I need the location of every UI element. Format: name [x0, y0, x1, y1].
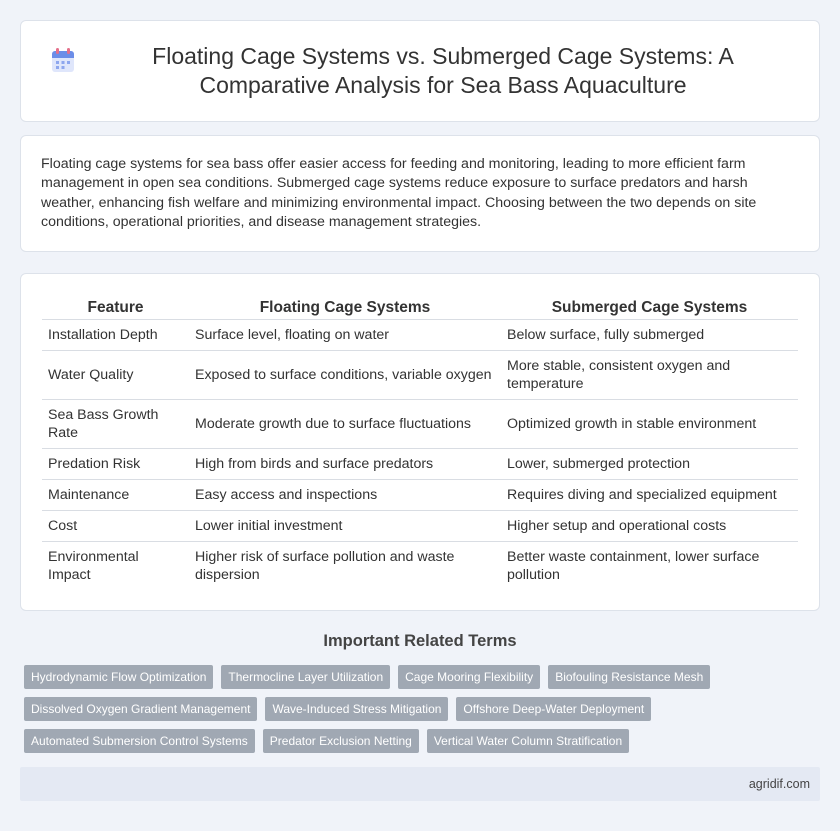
- row-submerged: Requires diving and specialized equipment: [501, 479, 798, 510]
- related-term-tag[interactable]: Vertical Water Column Stratification: [427, 729, 629, 753]
- related-term-tag[interactable]: Cage Mooring Flexibility: [398, 665, 540, 689]
- header-floating: Floating Cage Systems: [189, 295, 501, 319]
- table-row: [42, 510, 798, 541]
- comparison-card: [20, 273, 820, 611]
- header-feature: Feature: [42, 295, 189, 319]
- row-submerged: More stable, consistent oxygen and temperature: [501, 350, 798, 399]
- calendar-icon: [51, 47, 75, 73]
- row-floating: Easy access and inspections: [189, 479, 501, 510]
- row-floating: Surface level, floating on water: [189, 319, 501, 350]
- header-card: [20, 20, 820, 122]
- row-feature: Maintenance: [42, 479, 189, 510]
- row-feature: Water Quality: [42, 350, 189, 399]
- related-term-tag[interactable]: Automated Submersion Control Systems: [24, 729, 255, 753]
- row-floating: Exposed to surface conditions, variable oxygen: [189, 350, 501, 399]
- table-row: [42, 319, 798, 350]
- intro-card: [20, 135, 820, 252]
- row-floating: High from birds and surface predators: [189, 448, 501, 479]
- row-submerged: Lower, submerged protection: [501, 448, 798, 479]
- table-row: [42, 448, 798, 479]
- row-floating: Higher risk of surface pollution and waste dispersion: [195, 548, 455, 583]
- related-terms-heading: Important Related Terms: [323, 632, 517, 650]
- related-term-tag[interactable]: Hydrodynamic Flow Optimization: [24, 665, 213, 689]
- row-submerged: Optimized growth in stable environment: [501, 399, 798, 448]
- row-submerged: Higher setup and operational costs: [501, 510, 798, 541]
- related-term-tag[interactable]: Offshore Deep-Water Deployment: [456, 697, 651, 721]
- table-row: [42, 479, 798, 510]
- related-term-tag[interactable]: Predator Exclusion Netting: [263, 729, 419, 753]
- tag-row: [24, 697, 816, 721]
- row-feature: Installation Depth: [42, 319, 189, 350]
- intro-paragraph: Floating cage systems for sea bass offer easier access for feeding and monitoring, leading to more efficient farm management in open sea conditions. Submerged cage systems reduce exposure to surface predators and harsh weather, enhancing fish welfare and minimizing environmental impact. Choosing between the two depends on site conditions, operational priorities, and disease management strategies.: [41, 156, 757, 231]
- tag-row: [24, 665, 816, 689]
- footer: [20, 767, 820, 801]
- related-term-tag[interactable]: Dissolved Oxygen Gradient Management: [24, 697, 257, 721]
- row-feature: Environmental Impact: [48, 548, 139, 583]
- title-wrap: [21, 21, 819, 121]
- footer-site-link[interactable]: agridif.com: [748, 777, 810, 791]
- row-submerged: Below surface, fully submerged: [501, 319, 798, 350]
- table-row: [42, 350, 798, 399]
- row-feature: Sea Bass Growth Rate: [42, 399, 189, 448]
- related-term-tag[interactable]: Thermocline Layer Utilization: [221, 665, 390, 689]
- table-row: [42, 541, 798, 590]
- row-floating: Lower initial investment: [189, 510, 501, 541]
- row-floating: Moderate growth due to surface fluctuations: [189, 399, 501, 448]
- comparison-table: [42, 295, 798, 590]
- row-feature: Predation Risk: [42, 448, 189, 479]
- related-terms-tags: [24, 665, 816, 761]
- page-title: Floating Cage Systems vs. Submerged Cage Systems: A Comparative Analysis for Sea Bass Aquaculture: [152, 43, 734, 98]
- table-row: [42, 399, 798, 448]
- row-submerged: Better waste containment, lower surface pollution: [507, 548, 760, 583]
- related-term-tag[interactable]: Wave-Induced Stress Mitigation: [265, 697, 448, 721]
- related-term-tag[interactable]: Biofouling Resistance Mesh: [548, 665, 710, 689]
- tag-row: [24, 729, 816, 753]
- table-header-row: [42, 295, 798, 319]
- header-submerged: Submerged Cage Systems: [501, 295, 798, 319]
- row-feature: Cost: [42, 510, 189, 541]
